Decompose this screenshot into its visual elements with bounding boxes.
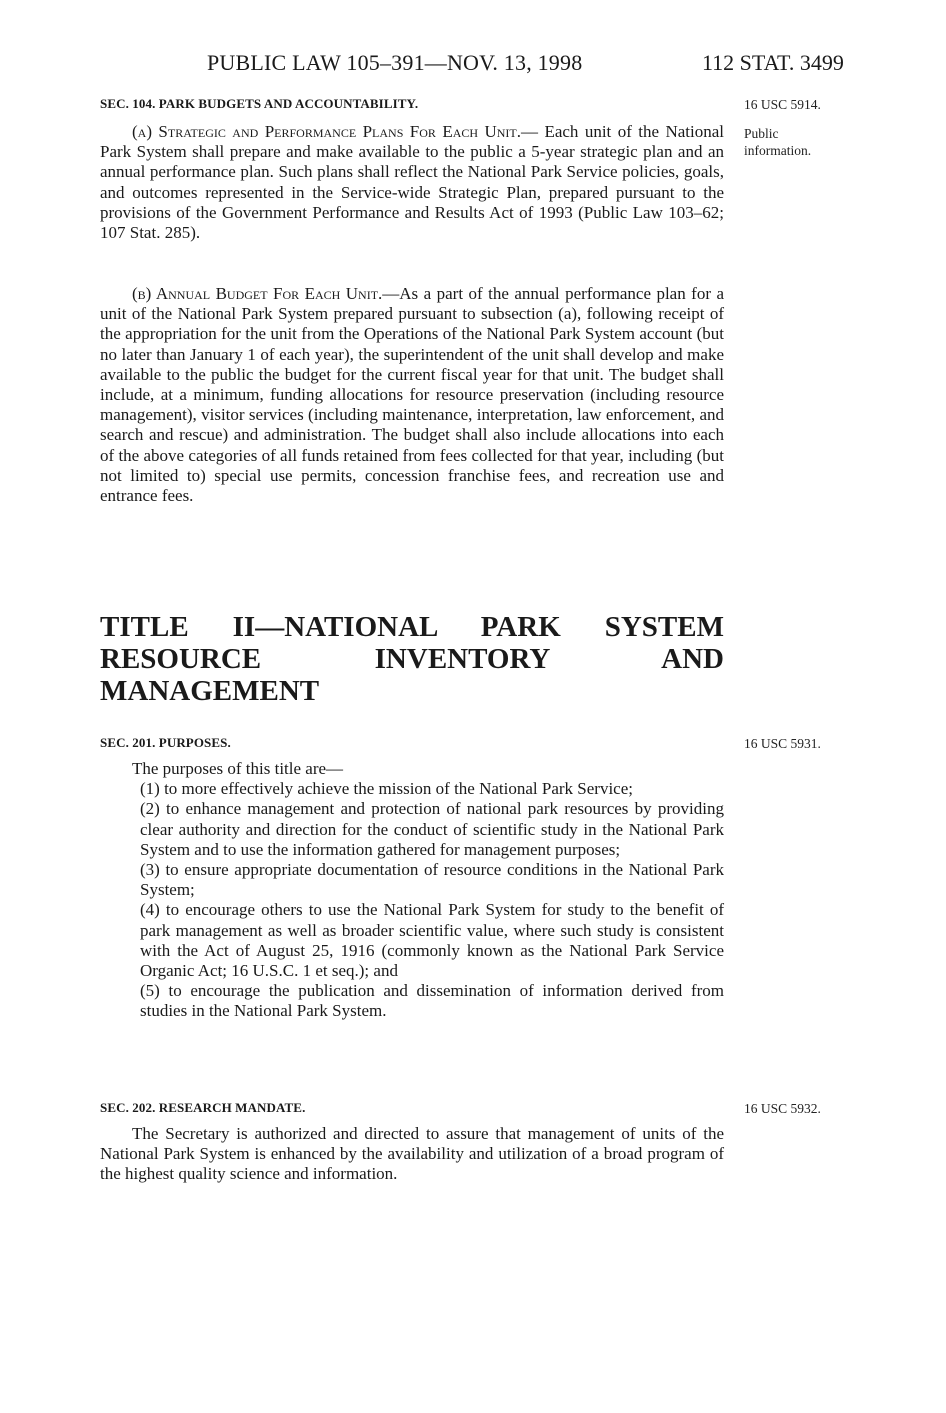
list-item: (1) to more effectively achieve the mission of the National Park Service; bbox=[140, 779, 633, 799]
running-header: PUBLIC LAW 105–391—NOV. 13, 1998 bbox=[207, 50, 583, 75]
subsection-label: (a) Strategic and Performance Plans For Each Unit.— bbox=[132, 122, 539, 141]
list-item: (3) to ensure appropriate documentation of resource conditions in the National Park System; bbox=[140, 860, 724, 900]
subsection-b bbox=[100, 284, 724, 506]
statute-page-number: 112 STAT. 3499 bbox=[702, 50, 844, 75]
subsection-text: Each unit of the National Park System shall prepare and make available to the public a 5-year strategic plan and an annual performance plan. Such plans shall reflect the National Park Service policies, goals, and outcomes represented in the Service-wide Strategic Plan, prepared pursuant to the provisions of the Government Performance and Results Act of 1993 (Public Law 103–62; 107 Stat. 285). bbox=[100, 122, 725, 243]
list-item: (5) to encourage the publication and dissemination of information derived from studies in the National Park System. bbox=[140, 981, 724, 1021]
section-heading: SEC. 104. PARK BUDGETS AND ACCOUNTABILITY. bbox=[100, 96, 419, 111]
margin-citation: 16 USC 5931. bbox=[744, 736, 821, 751]
section-104 bbox=[100, 96, 724, 112]
subsection-text: As a part of the annual performance plan for a unit of the National Park System prepared pursuant to subsection (a), following receipt of the appropriation for the unit from the Operations of the National Park System account (but no later than January 1 of each year), the superintendent of the unit shall develop and make available to the public the budget for the current fiscal year for that unit. The budget shall include, at a minimum, funding allocations for resource preservation (including resource management), visitor services (including maintenance, interpretation, law enforcement, and search and rescue) and administration. The budget shall also include allocations into each of the above categories of all funds retained from fees collected for that year, including (but not limited to) special use permits, concession franchise fees, and recreation use and entrance fees. bbox=[100, 284, 724, 506]
subsection-a bbox=[100, 122, 724, 243]
title-heading: TITLE II—NATIONAL PARK SYSTEM RESOURCE INVENTORY AND MANAGEMENT bbox=[100, 611, 724, 707]
section-201 bbox=[100, 735, 724, 751]
section-heading: SEC. 201. PURPOSES. bbox=[100, 735, 231, 750]
section-text: The Secretary is authorized and directed to assure that management of units of the National Park System is enhanced by the availability and utilization of a broad program of the highest quality science and information. bbox=[100, 1124, 724, 1184]
margin-note-public-information: Public information. bbox=[744, 126, 812, 158]
subsection-label: (b) Annual Budget For Each Unit.— bbox=[132, 284, 400, 303]
margin-citation: 16 USC 5914. bbox=[744, 97, 821, 112]
list-item: (4) to encourage others to use the National Park System for study to the benefit of park management as well as broader scientific value, where such study is consistent with the Act of August 25, 1916 (commonly known as the National Park Service Organic Act; 16 U.S.C. 1 et seq.); and bbox=[140, 900, 724, 981]
list-item: (2) to enhance management and protection of national park resources by providing clear authority and direction for the conduct of scientific study in the National Park System and to use the information gathered for management purposes; bbox=[140, 799, 724, 859]
section-heading: SEC. 202. RESEARCH MANDATE. bbox=[100, 1100, 306, 1115]
section-202 bbox=[100, 1100, 724, 1116]
purposes-intro: The purposes of this title are— bbox=[132, 759, 344, 778]
purposes-list bbox=[100, 759, 724, 1022]
margin-citation: 16 USC 5932. bbox=[744, 1101, 821, 1116]
title-ii bbox=[100, 611, 724, 707]
research-mandate-text bbox=[100, 1124, 724, 1185]
